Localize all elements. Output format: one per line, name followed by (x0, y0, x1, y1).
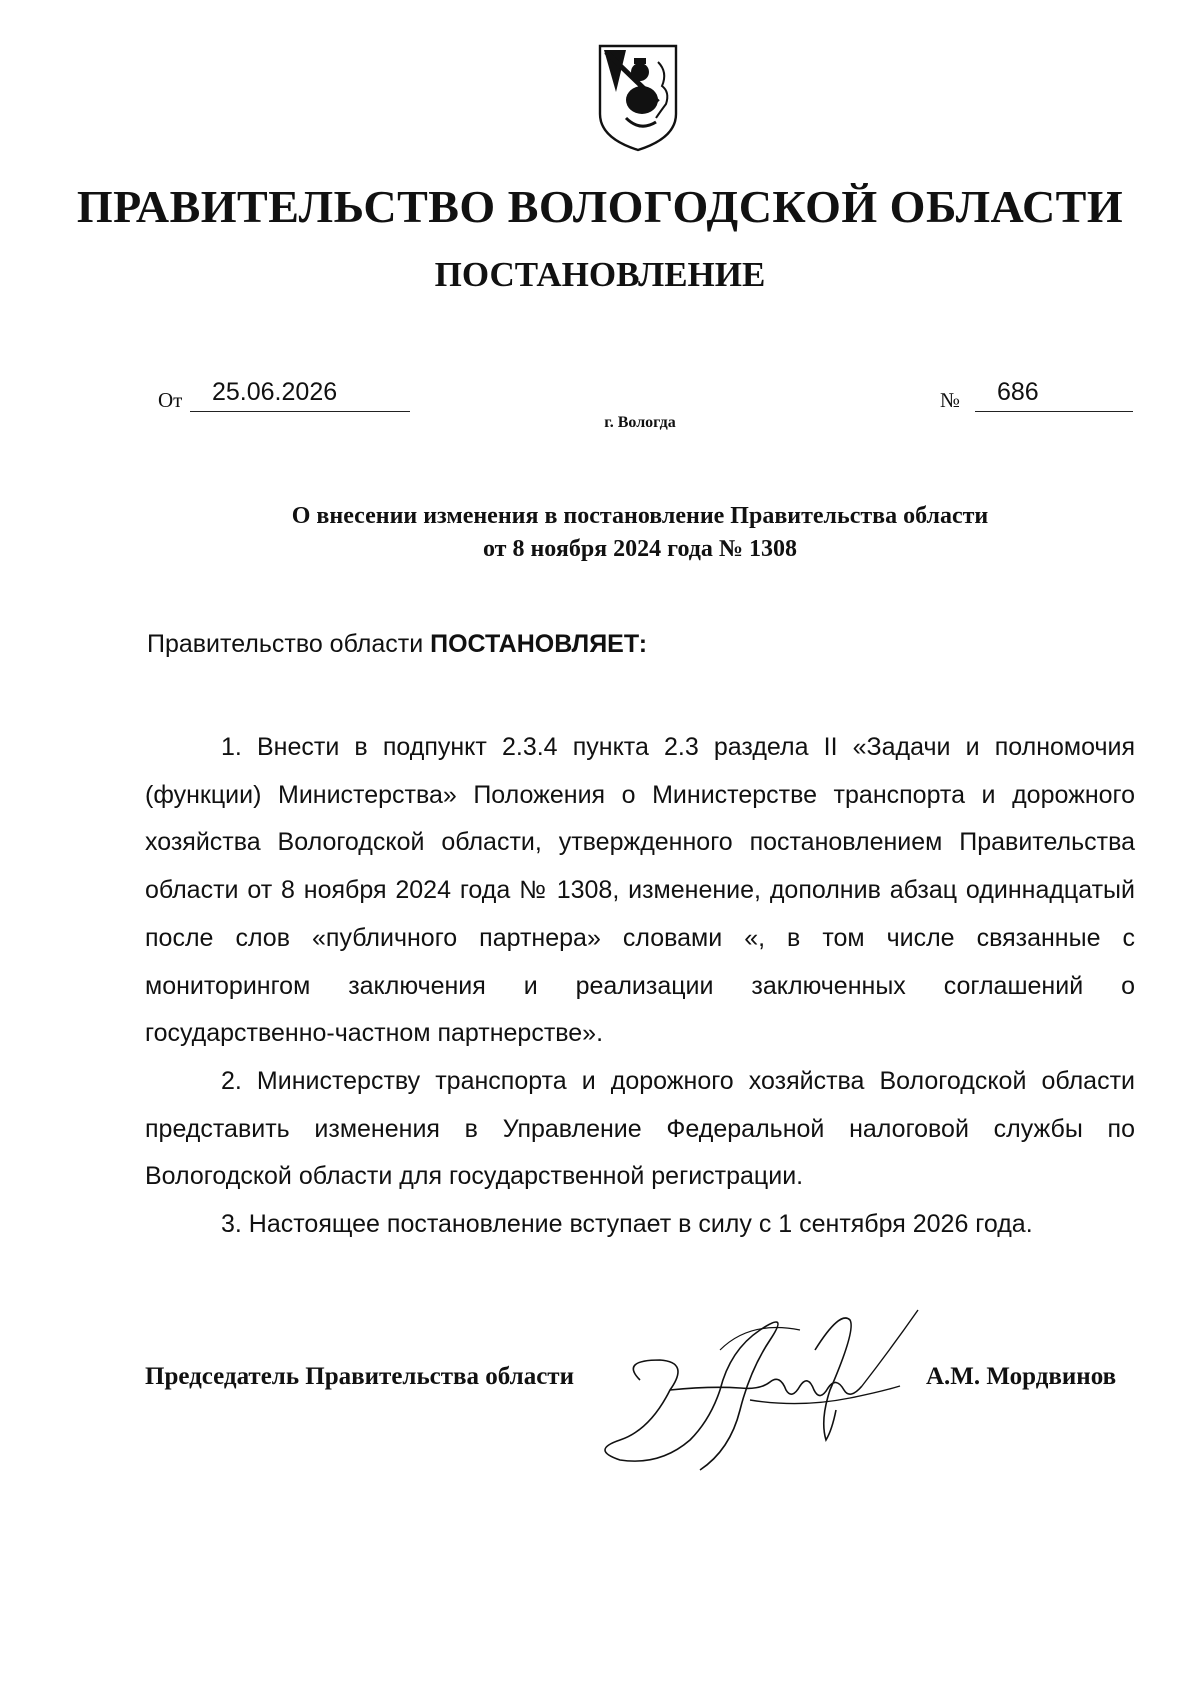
document-type: ПОСТАНОВЛЕНИЕ (434, 255, 766, 294)
subject-line-2: от 8 ноября 2024 года № 1308 (482, 536, 798, 562)
document-subject (0, 500, 1200, 566)
document-body (145, 724, 1135, 1249)
subject-line-1: О внесении изменения в постановление Правительства области (291, 503, 989, 529)
preamble (147, 630, 647, 659)
number-prefix: № (940, 388, 961, 412)
paragraph-3: 3. Настоящее постановление вступает в силу с 1 сентября 2026 года. (221, 1210, 1033, 1239)
document-number: 686 (975, 378, 1133, 412)
preamble-decision: ПОСТАНОВЛЯЕТ: (430, 630, 648, 658)
date-prefix: От (158, 388, 183, 412)
signer-name: А.М. Мордвинов (926, 1363, 1117, 1390)
signer-position: Председатель Правительства области (145, 1363, 574, 1390)
paragraph-2: 2. Министерству транспорта и дорожного хозяйства Вологодской области представить изменения в Управление Федеральной налоговой службы по Вологодской области для государственной регистрации. (145, 1066, 1135, 1191)
document-date: 25.06.2026 (190, 378, 410, 412)
paragraph-1: 1. Внести в подпункт 2.3.4 пункта 2.3 раздела II «Задачи и полномочия (функции) Министерства» Положения о Министерстве транспорта и дорожного хозяйства Вологодской области, утвержденного постановлением Правительства области от 8 ноября 2024 года № 1308, изменение, дополнив абзац одиннадцатый после слов «публичного партнера» словами «, в том числе связанные с мониторингом заключения и реализации заключенных соглашений о государственно-частном партнерстве». (145, 733, 1135, 1048)
preamble-text: Правительство области (147, 630, 424, 658)
coat-of-arms-icon (596, 42, 680, 154)
government-title: ПРАВИТЕЛЬСТВО ВОЛОГОДСКОЙ ОБЛАСТИ (76, 181, 1124, 232)
city-label: г. Вологда (604, 414, 676, 431)
handwritten-signature (600, 1290, 940, 1500)
